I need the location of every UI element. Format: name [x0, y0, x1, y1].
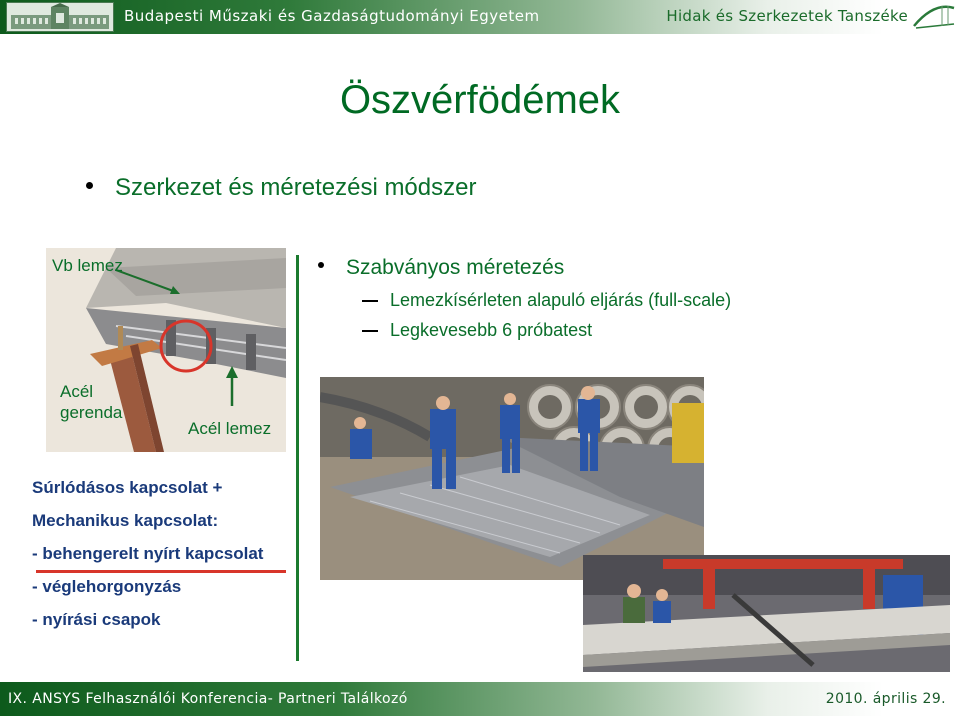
connection-line: Mechanikus kapcsolat: [32, 511, 219, 530]
design-bullet [318, 256, 564, 280]
bullet-dot-icon [86, 182, 93, 189]
design-item [362, 320, 592, 341]
bridge-logo-icon [912, 0, 956, 34]
connection-line: Súrlódásos kapcsolat + [32, 478, 223, 497]
footer-bar [0, 682, 960, 716]
vertical-divider [296, 255, 299, 661]
slab-casting-photo [320, 377, 704, 580]
design-item-text: Lemezkísérleten alapuló eljárás (full-scale) [390, 290, 732, 310]
label-acel-lemez: Acél lemez [188, 419, 272, 438]
design-item-text: Legkevesebb 6 próbatest [390, 320, 593, 340]
conference-date: 2010. április 29. [825, 691, 946, 707]
conference-name: IX. ANSYS Felhasználói Konferencia- Partneri Találkozó [8, 691, 408, 707]
label-acel: Acél [60, 382, 94, 401]
main-bullet [86, 174, 476, 202]
design-item [362, 290, 731, 311]
label-vb-lemez: Vb lemez [52, 256, 123, 275]
dash-icon [362, 300, 378, 302]
design-bullet-text: Szabványos méretezés [346, 256, 565, 279]
bullet-dot-icon [318, 262, 324, 268]
lab-test-photo [583, 555, 950, 672]
dash-icon [362, 330, 378, 332]
university-name: Budapesti Műszaki és Gazdaságtudományi Egyetem [124, 7, 540, 25]
slide-title: Öszvérfödémek [339, 78, 621, 122]
label-gerenda: gerenda [60, 403, 123, 422]
header-bar [0, 0, 960, 34]
department-name: Hidak és Szerkezetek Tanszéke [666, 7, 908, 25]
connection-line: - behengerelt nyírt kapcsolat [32, 544, 264, 563]
connection-line: - véglehorgonyzás [32, 577, 182, 596]
connection-line: - nyírási csapok [32, 610, 161, 629]
university-building-logo [6, 2, 114, 32]
red-underline [36, 570, 286, 573]
main-bullet-text: Szerkezet és méretezési módszer [115, 174, 477, 201]
